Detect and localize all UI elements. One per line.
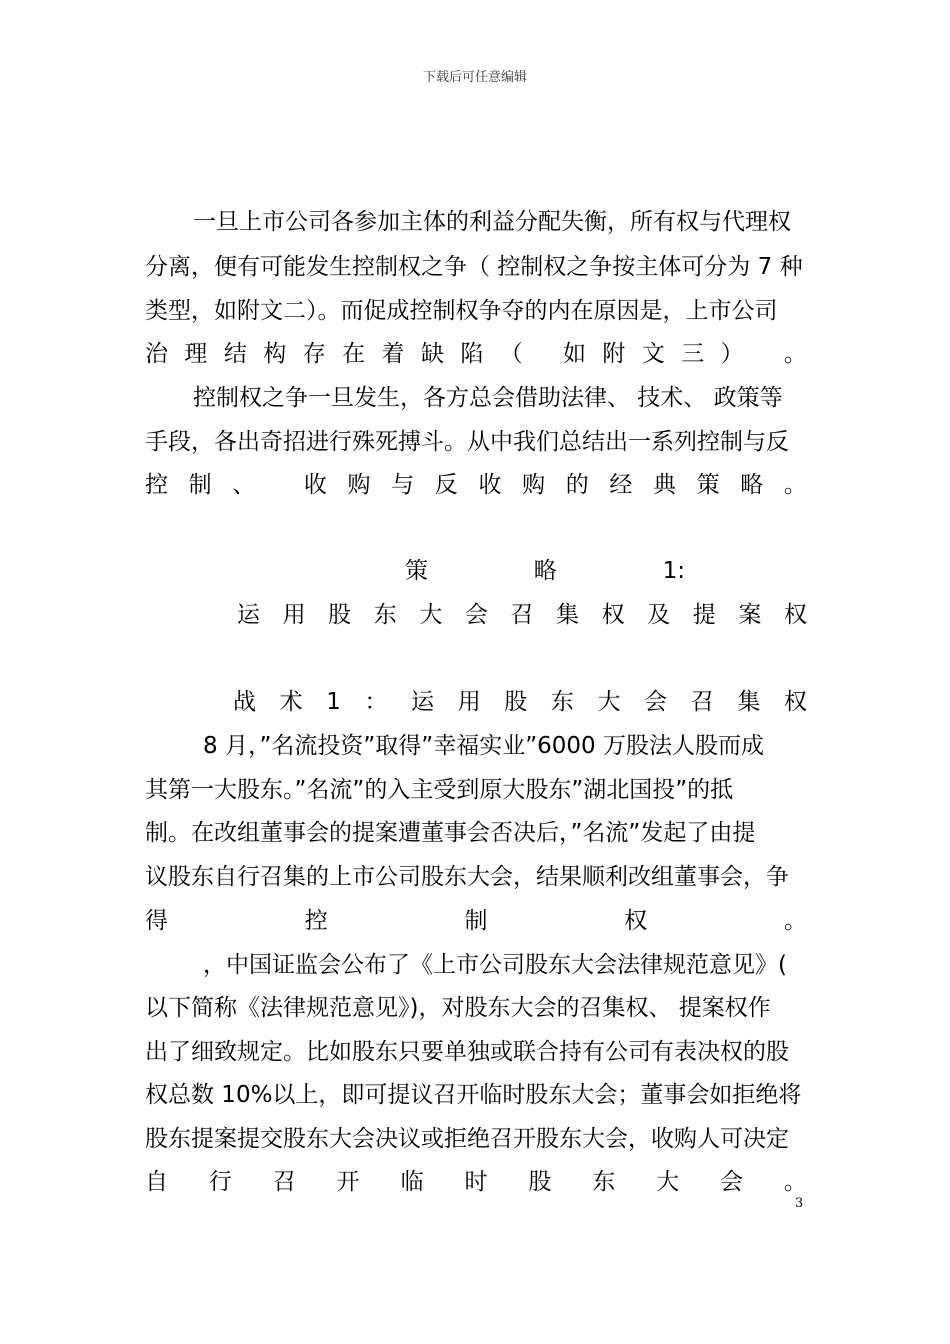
spread-char: 。 bbox=[783, 1169, 807, 1195]
paragraph-1-line-4 bbox=[145, 339, 807, 369]
paragraph-3-line-3: 制。在改组董事会的提案遭董事会否决后，”名流”发起了由提 bbox=[145, 820, 756, 846]
spread-char: 召 bbox=[272, 1169, 296, 1195]
paragraph-3-line-2: 其第一大股东。”名流”的入主受到原大股东”湖北国投”的抵 bbox=[145, 777, 734, 803]
spread-char: 权 bbox=[624, 908, 648, 934]
spread-char: 如 bbox=[562, 341, 586, 367]
paragraph-2-line-2: 手段，各出奇招进行殊死搏斗。从中我们总结出一系列控制与反 bbox=[145, 429, 789, 455]
paragraph-1-line-3: 类型，如附文二）。而促成控制权争夺的内在原因是，上市公司 bbox=[145, 298, 778, 324]
spread-char: 与 bbox=[391, 472, 415, 498]
spread-char: ： bbox=[364, 689, 388, 715]
spread-char: 术 bbox=[279, 689, 303, 715]
paragraph-4-line-1: ，中国证监会公布了《上市公司股东大会法律规范意见》( bbox=[203, 952, 787, 978]
spread-char: 理 bbox=[184, 341, 208, 367]
spread-char: 开 bbox=[336, 1169, 360, 1195]
spread-char: 。 bbox=[783, 472, 807, 498]
page-number: 3 bbox=[795, 1196, 804, 1211]
spread-char: （ bbox=[499, 341, 523, 367]
spread-char bbox=[760, 339, 767, 369]
spread-char: 会 bbox=[464, 602, 488, 628]
spread-char: 构 bbox=[263, 341, 287, 367]
paragraph-1-line-2: 分离，便有可能发生控制权之争（ 控制权之争按主体可分为 7 种 bbox=[145, 254, 803, 280]
spread-char: 收 bbox=[478, 472, 502, 498]
paragraph-4-line-5: 股东提案提交股东大会决议或拒绝召开股东大会，收购人可决定 bbox=[145, 1126, 789, 1152]
spread-char: 存 bbox=[302, 341, 326, 367]
spread-char: 三 bbox=[681, 341, 705, 367]
spread-char: 购 bbox=[522, 472, 546, 498]
spread-char: 制 bbox=[188, 472, 212, 498]
spread-char: 得 bbox=[145, 908, 168, 934]
spread-char: 大 bbox=[597, 689, 621, 715]
paragraph-4-line-2: 以下简称《法律规范意见》)，对股东大会的召集权、 提案权作 bbox=[145, 995, 771, 1021]
spread-char: 、 bbox=[232, 472, 256, 498]
spread-char: 文 bbox=[641, 341, 665, 367]
spread-char: 东 bbox=[550, 689, 574, 715]
spread-char: 控 bbox=[304, 908, 328, 934]
spread-char: 时 bbox=[464, 1169, 488, 1195]
spread-char: 治 bbox=[145, 341, 168, 367]
spread-char: 战 bbox=[233, 689, 256, 715]
spread-char: 控 bbox=[145, 472, 168, 498]
spread-char: 。 bbox=[784, 908, 807, 934]
spread-char: 购 bbox=[347, 472, 371, 498]
spread-char: 。 bbox=[783, 341, 807, 367]
spread-char: 会 bbox=[644, 689, 668, 715]
paragraph-1-line-1: 一旦上市公司各参加主体的利益分配失衡，所有权与代理权 bbox=[193, 209, 791, 235]
spread-char: 自 bbox=[145, 1169, 168, 1195]
spread-char: 案 bbox=[738, 602, 762, 628]
spread-char: 缺 bbox=[420, 341, 444, 367]
spread-char: 略 bbox=[740, 472, 764, 498]
spread-char: 的 bbox=[565, 472, 589, 498]
spread-char: 大 bbox=[419, 602, 443, 628]
spread-char: 1 bbox=[326, 689, 341, 715]
paragraph-3-line-4: 议股东自行召集的上市公司股东大会，结果顺利改组董事会，争 bbox=[145, 864, 789, 890]
spread-char: 运 bbox=[411, 689, 435, 715]
tactic-heading bbox=[233, 687, 807, 717]
paragraph-2-line-1: 控制权之争一旦发生，各方总会借助法律、 技术、 政策等 bbox=[193, 385, 783, 411]
spread-char: 陷 bbox=[460, 341, 484, 367]
spread-char: 股 bbox=[328, 602, 352, 628]
strategy-heading bbox=[405, 556, 685, 586]
spread-char: 临 bbox=[400, 1169, 424, 1195]
paragraph-3-line-5 bbox=[145, 906, 807, 936]
spread-char: 股 bbox=[504, 689, 528, 715]
spread-char: 权 bbox=[783, 689, 807, 715]
paragraph-2-line-3 bbox=[145, 470, 807, 500]
spread-char: 典 bbox=[653, 472, 676, 498]
spread-char: 收 bbox=[303, 472, 327, 498]
spread-char: 提 bbox=[692, 602, 716, 628]
spread-char: 运 bbox=[237, 602, 260, 628]
spread-char: 权 bbox=[783, 602, 807, 628]
spread-char: 股 bbox=[528, 1169, 552, 1195]
spread-char: 集 bbox=[556, 602, 580, 628]
paragraph-4-line-6 bbox=[145, 1167, 807, 1197]
spread-char bbox=[276, 470, 283, 500]
spread-char: 大 bbox=[656, 1169, 680, 1195]
spread-char: 会 bbox=[720, 1169, 744, 1195]
spread-char: 策 bbox=[696, 472, 720, 498]
spread-char: 着 bbox=[381, 341, 405, 367]
spread-char bbox=[539, 339, 546, 369]
paragraph-4-line-3: 出了细致规定。比如股东只要单独或联合持有公司有表决权的股 bbox=[145, 1039, 789, 1065]
spread-char: 经 bbox=[609, 472, 633, 498]
page-header: 下载后可任意编辑 bbox=[422, 70, 527, 85]
paragraph-4-line-4: 权总数 10%以上，即可提议召开临时股东大会；董事会如拒绝将 bbox=[145, 1082, 802, 1108]
spread-char: 制 bbox=[464, 908, 488, 934]
spread-char: 东 bbox=[373, 602, 397, 628]
spread-char: 用 bbox=[457, 689, 481, 715]
spread-char: 在 bbox=[342, 341, 366, 367]
paragraph-3-line-1: 8 月，”名流投资”取得”幸福实业”6000 万股法人股而成 bbox=[203, 733, 764, 759]
spread-char: 结 bbox=[223, 341, 247, 367]
spread-char: 东 bbox=[592, 1169, 616, 1195]
spread-char: ） bbox=[720, 341, 744, 367]
spread-char: 召 bbox=[690, 689, 714, 715]
spread-char: 用 bbox=[282, 602, 306, 628]
spread-char: 反 bbox=[434, 472, 458, 498]
strategy-subheading bbox=[237, 600, 807, 630]
spread-char: 召 bbox=[510, 602, 534, 628]
spread-char: 策 bbox=[405, 558, 428, 584]
spread-char: 附 bbox=[602, 341, 626, 367]
spread-char: 行 bbox=[208, 1169, 232, 1195]
spread-char: 略 bbox=[533, 558, 557, 584]
spread-char: 1: bbox=[662, 558, 685, 584]
spread-char: 权 bbox=[601, 602, 625, 628]
spread-char: 及 bbox=[647, 602, 671, 628]
spread-char: 集 bbox=[737, 689, 761, 715]
